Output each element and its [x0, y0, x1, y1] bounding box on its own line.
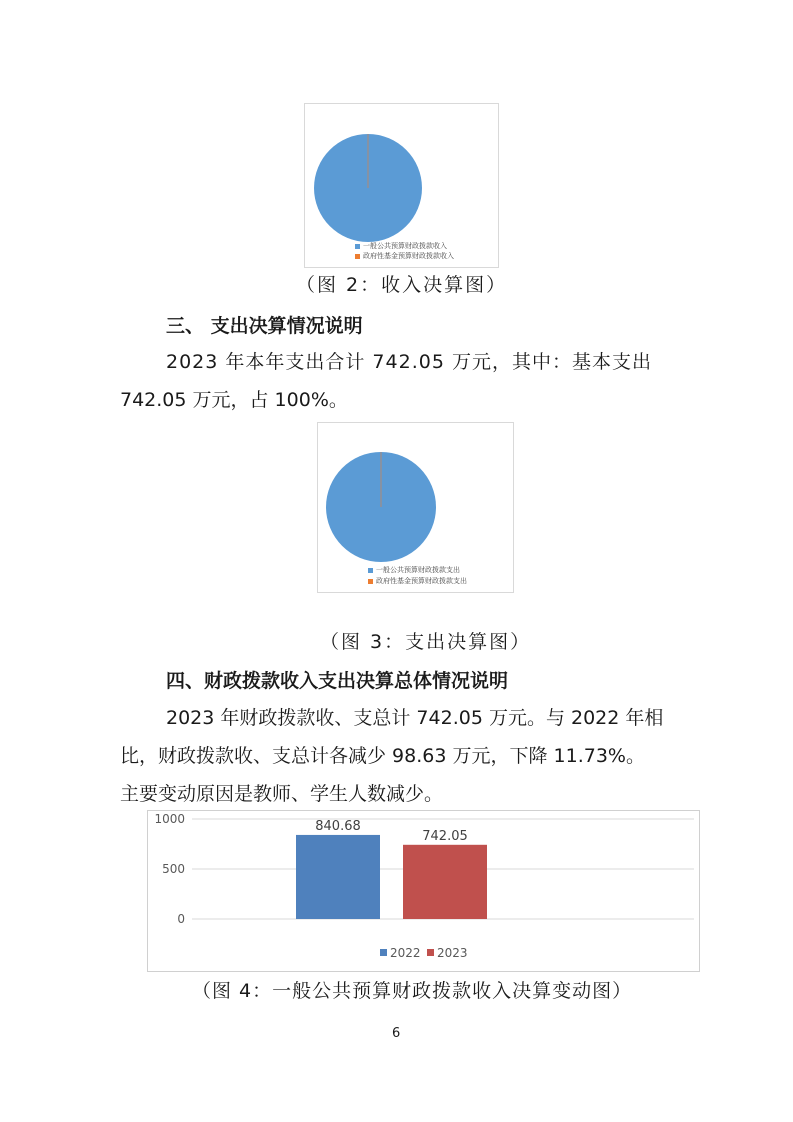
fig4-bar-2023 [403, 845, 487, 919]
fig4-bar-2022 [296, 835, 380, 919]
fig2-caption: （图 2：收入决算图） [296, 274, 508, 296]
legend-swatch [355, 254, 360, 259]
page-number: 6 [392, 1026, 401, 1041]
fig4-ytick-label-1: 500 [162, 862, 185, 876]
fig2-chart [304, 103, 499, 268]
section4-heading: 四、财政拨款收入支出决算总体情况说明 [166, 670, 509, 692]
fig4-legend-label-2023: 2023 [437, 946, 468, 960]
fig3-legend-item-1 [368, 565, 460, 575]
fig2-legend-item-1 [355, 241, 447, 251]
legend-swatch [355, 244, 360, 249]
fig2-legend-label-2: 政府性基金预算财政拨款收入 [363, 252, 454, 260]
fig2-legend-label-1: 一般公共预算财政拨款收入 [363, 242, 447, 250]
legend-swatch [368, 579, 373, 584]
fig3-chart [317, 422, 514, 593]
fig4-legend-swatch-2022 [380, 949, 387, 956]
fig4-legend-swatch-2023 [427, 949, 434, 956]
fig4-chart [147, 810, 700, 972]
fig3-legend-item-2 [368, 576, 467, 586]
legend-swatch [368, 568, 373, 573]
fig4-legend-label-2022: 2022 [390, 946, 421, 960]
section3-heading: 三、 支出决算情况说明 [166, 315, 363, 337]
section4-para-line1: 2023 年财政拨款收、支总计 742.05 万元。与 2022 年相 [166, 707, 664, 729]
section3-para-line1: 2023 年本年支出合计 742.05 万元，其中：基本支出 [166, 351, 652, 373]
fig4-ytick-label-0: 0 [177, 912, 185, 926]
fig4-bar-svg [148, 811, 699, 971]
fig4-ytick-label-2: 1000 [154, 812, 185, 826]
fig4-data-label-2022: 840.68 [315, 818, 361, 834]
fig4-data-label-2023: 742.05 [422, 828, 468, 844]
fig3-legend-label-2: 政府性基金预算财政拨款支出 [376, 577, 467, 585]
section3-para-line2: 742.05 万元，占 100%。 [120, 389, 348, 411]
section4-para-line3: 主要变动原因是教师、学生人数减少。 [120, 783, 444, 805]
fig4-caption: （图 4：一般公共预算财政拨款收入决算变动图） [192, 980, 633, 1002]
fig3-caption: （图 3：支出决算图） [320, 631, 532, 653]
fig2-legend-item-2 [355, 251, 454, 261]
fig3-legend-label-1: 一般公共预算财政拨款支出 [376, 566, 460, 574]
section4-para-line2: 比，财政拨款收、支总计各减少 98.63 万元，下降 11.73%。 [120, 745, 645, 767]
